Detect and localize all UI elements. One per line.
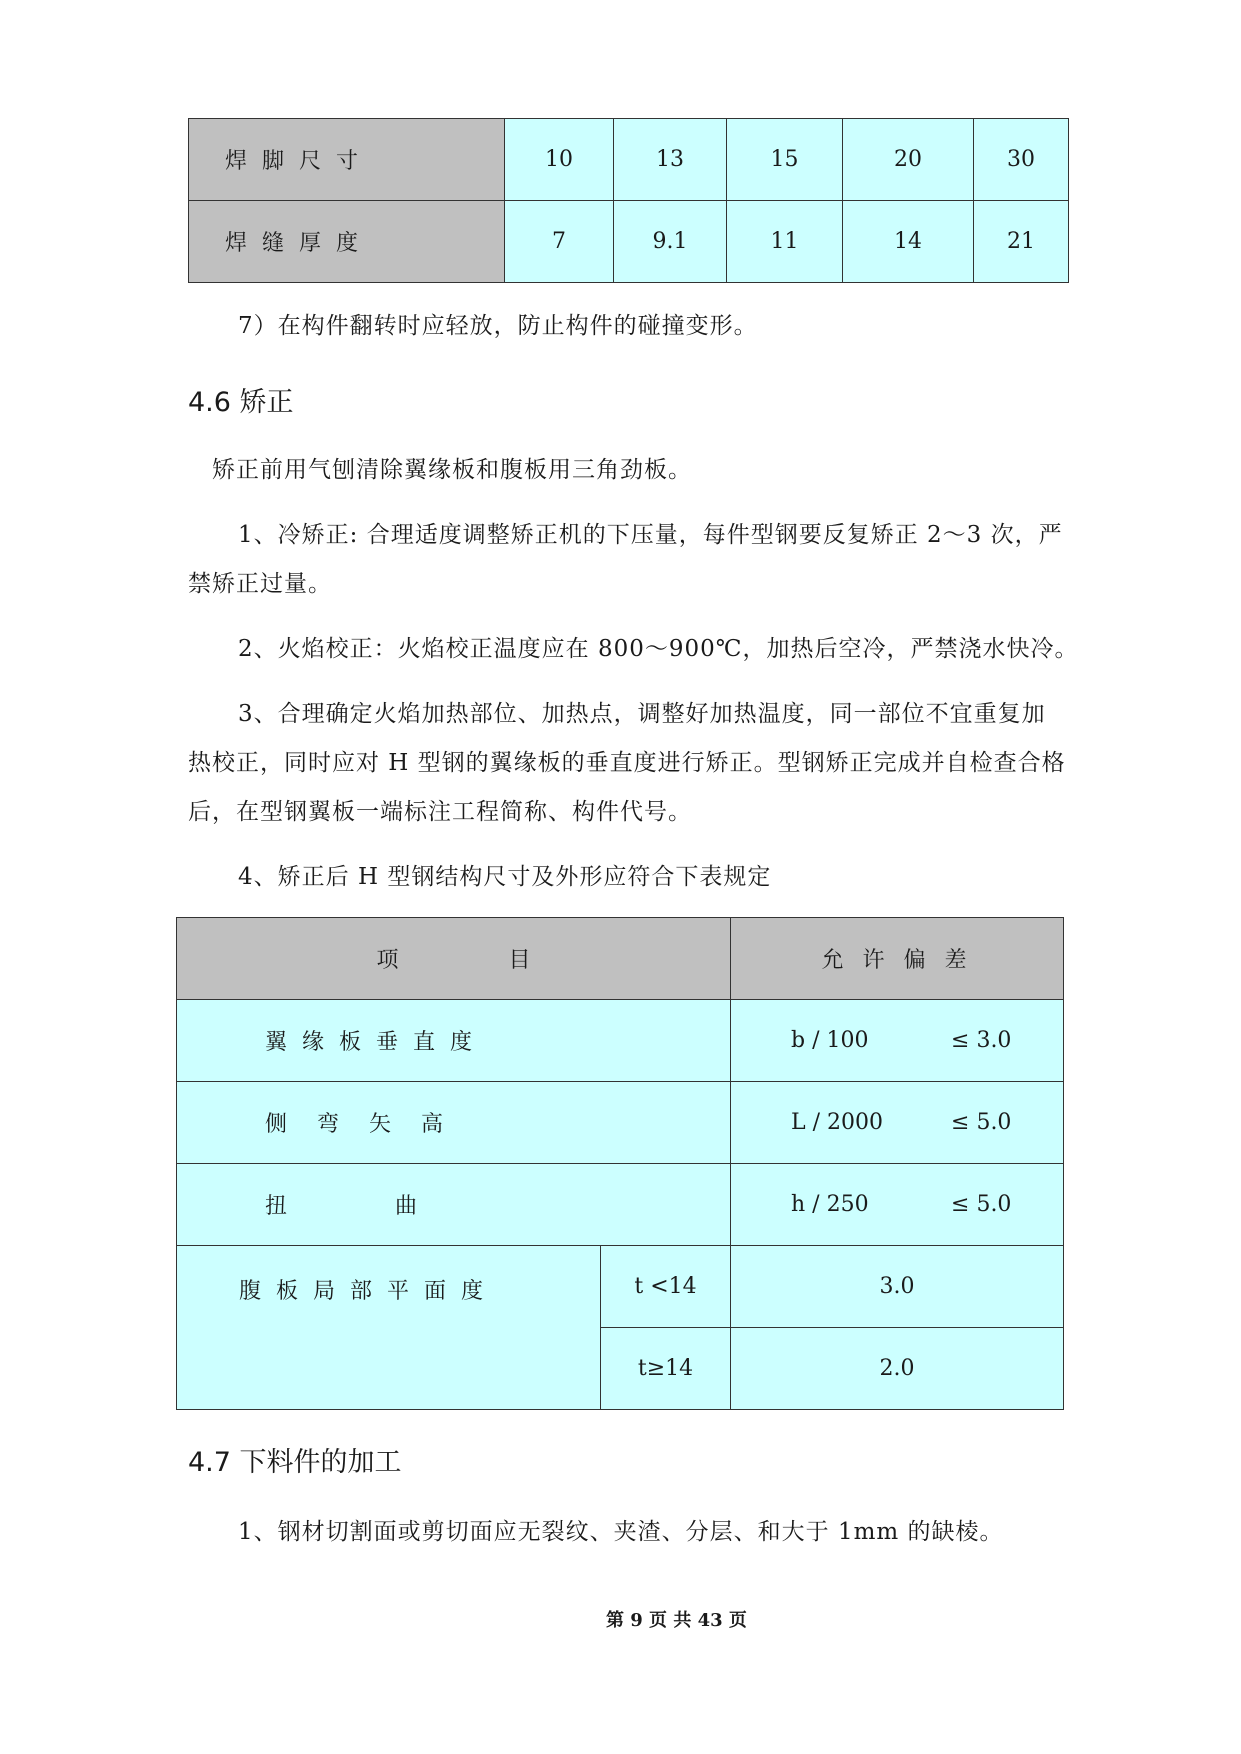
page-footer: 第 9 页 共 43 页 [606,1610,747,1631]
table-cell: 11 [727,201,843,283]
paragraph-3-line-2: 热校正，同时应对 H 型钢的翼缘板的垂直度进行矫正。型钢矫正完成并自检查合格 [188,750,1066,776]
row-item: 侧 弯 矢 高 [177,1082,731,1164]
table-cell: 21 [974,201,1069,283]
tolerance-limit: ≤ 5.0 [951,1192,1012,1217]
tolerance-formula: b / 100 [791,1028,869,1053]
web-value-2: 2.0 [731,1328,1064,1410]
table-cell: 9.1 [614,201,727,283]
table-row [177,1246,1064,1328]
tolerance-formula: h / 250 [791,1192,869,1217]
tolerance-limit: ≤ 3.0 [951,1028,1012,1053]
row-tolerance [731,1000,1064,1082]
paragraph-3-line-3: 后，在型钢翼板一端标注工程简称、构件代号。 [188,799,692,825]
paragraph-4: 4、矫正后 H 型钢结构尺寸及外形应符合下表规定 [238,864,772,890]
paragraph-3-line-1: 3、合理确定火焰加热部位、加热点，调整好加热温度，同一部位不宜重复加 [238,701,1046,727]
paragraph-2: 2、火焰校正：火焰校正温度应在 800～900℃，加热后空冷，严禁浇水快冷。 [238,636,1079,662]
paragraph-1-line-2: 禁矫正过量。 [188,571,332,597]
tolerance-formula: L / 2000 [791,1110,884,1135]
table-cell: 15 [727,119,843,201]
table-row [189,201,1069,283]
table-row [177,1000,1064,1082]
row-item: 扭 曲 [177,1164,731,1246]
weld-size-table [188,118,1069,283]
web-value-1: 3.0 [731,1246,1064,1328]
table-cell: 20 [843,119,974,201]
table-cell: 13 [614,119,727,201]
row-tolerance [731,1164,1064,1246]
table-row [177,1164,1064,1246]
table-row [177,1082,1064,1164]
web-flatness-item: 腹 板 局 部 平 面 度 [177,1246,601,1410]
section-heading-4-7: 4.7 下料件的加工 [188,1447,402,1478]
intro-paragraph: 矫正前用气刨清除翼缘板和腹板用三角劲板。 [212,457,692,483]
table-cell: 30 [974,119,1069,201]
web-condition-2: t≥14 [601,1328,731,1410]
tolerance-table [176,917,1064,1410]
weld-leg-label: 焊 脚 尺 寸 [189,119,505,201]
web-condition-1: t <14 [601,1246,731,1328]
paragraph-1-line-1: 1、冷矫正: 合理适度调整矫正机的下压量，每件型钢要反复矫正 2～3 次，严 [238,522,1063,548]
table-cell: 10 [505,119,614,201]
section-heading-4-6: 4.6 矫正 [188,387,294,418]
table-header-row [177,918,1064,1000]
row-item: 翼 缘 板 垂 直 度 [177,1000,731,1082]
paragraph-4-7-1: 1、钢材切割面或剪切面应无裂纹、夹渣、分层、和大于 1mm 的缺棱。 [238,1519,1004,1545]
header-item: 项 目 [177,918,731,1000]
table-cell: 14 [843,201,974,283]
paragraph-7: 7）在构件翻转时应轻放，防止构件的碰撞变形。 [238,313,758,339]
row-tolerance [731,1082,1064,1164]
table-cell: 7 [505,201,614,283]
header-tolerance: 允 许 偏 差 [731,918,1064,1000]
table-row [189,119,1069,201]
weld-thickness-label: 焊 缝 厚 度 [189,201,505,283]
tolerance-limit: ≤ 5.0 [951,1110,1012,1135]
